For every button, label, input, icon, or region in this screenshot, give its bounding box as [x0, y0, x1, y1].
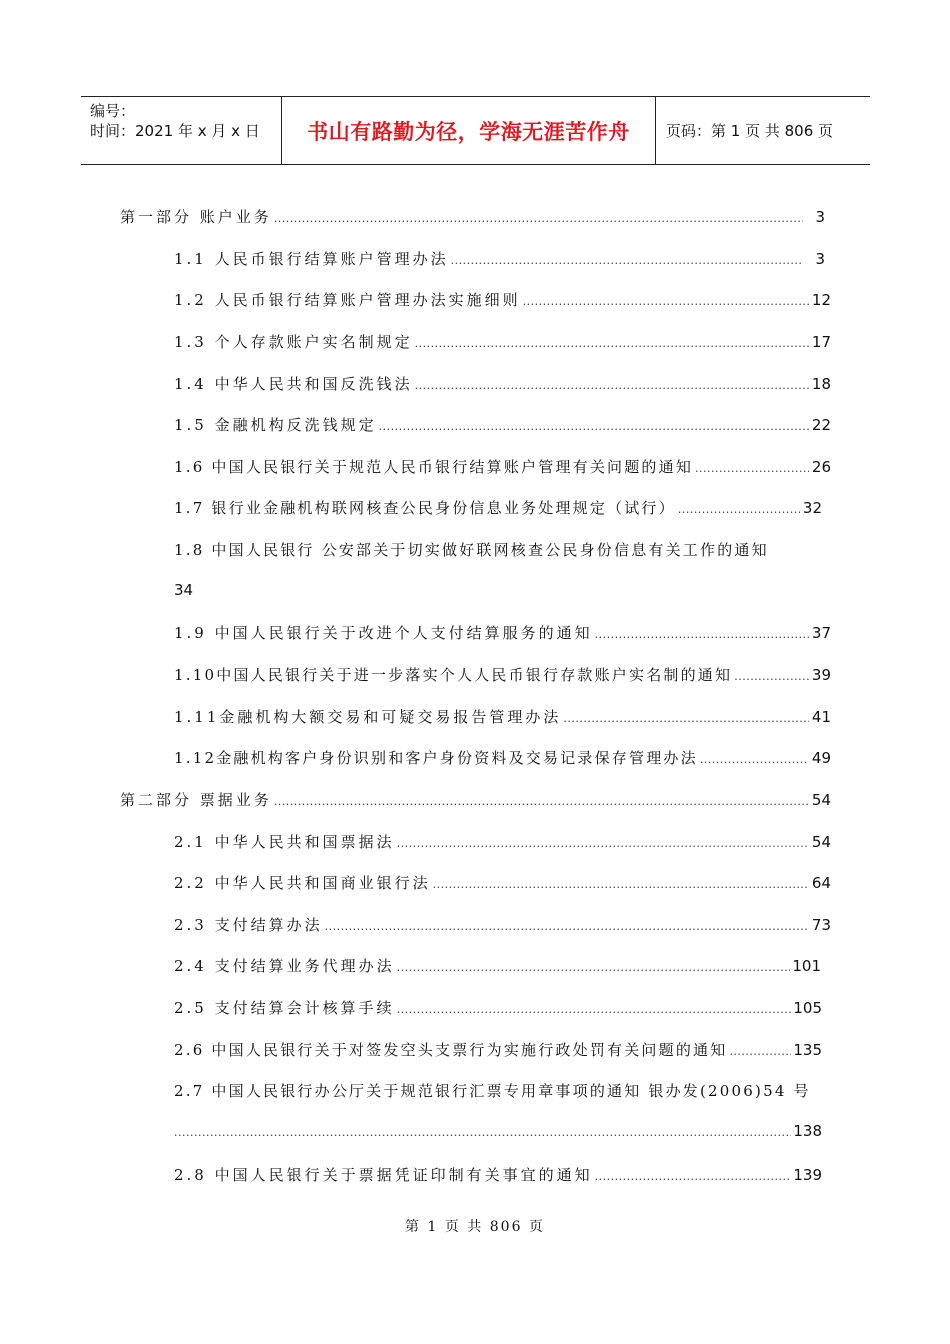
toc-leader [274, 208, 803, 226]
toc-leader [695, 458, 809, 476]
toc-entry-page-wrapped: 34 [174, 581, 194, 599]
toc-entry[interactable] [174, 706, 831, 730]
toc-entry-page: 139 [793, 1166, 822, 1184]
toc-entry-title: 第一部分 账户业务 [120, 208, 272, 226]
toc-leader [397, 999, 792, 1017]
toc-entry[interactable] [174, 747, 831, 771]
toc-leader [174, 1122, 791, 1140]
toc-entry-page: 138 [793, 1122, 822, 1140]
page-footer: 第 1 页 共 806 页 [405, 1219, 545, 1235]
toc-entry[interactable] [174, 872, 831, 896]
toc-entry-page: 26 [811, 458, 831, 476]
toc-leader [274, 791, 809, 809]
document-header [81, 96, 870, 165]
toc-entry-title-wrapped[interactable]: 1.8 中国人民银行 公安部关于切实做好联网核查公民身份信息有关工作的通知 [174, 541, 769, 559]
toc-entry[interactable] [174, 331, 831, 355]
toc-entry[interactable] [174, 955, 821, 979]
toc-leader [734, 666, 809, 684]
toc-entry[interactable] [174, 289, 831, 313]
toc-entry-page: 54 [811, 833, 831, 851]
toc-entry[interactable] [174, 414, 831, 438]
toc-entry-page: 18 [811, 375, 831, 393]
toc-entry-page: 135 [793, 1041, 822, 1059]
toc-entry-page: 105 [793, 999, 822, 1017]
toc-leader [700, 749, 809, 767]
toc-entry-page: 3 [815, 250, 825, 268]
toc-entry-title: 2.4 支付结算业务代理办法 [174, 957, 395, 975]
toc-entry[interactable] [174, 1164, 822, 1188]
toc-leader [433, 874, 809, 892]
toc-leader [397, 833, 809, 851]
toc-entry[interactable] [174, 997, 822, 1021]
toc-entry[interactable] [174, 497, 822, 521]
toc-leader [563, 708, 809, 726]
toc-entry-page: 22 [811, 416, 831, 434]
toc-entry-title: 1.3 个人存款账户实名制规定 [174, 333, 413, 351]
toc-entry[interactable] [174, 831, 831, 855]
header-motto: 书山有路勤为径，学海无涯苦作舟 [281, 97, 656, 164]
toc-entry-title: 第二部分 票据业务 [120, 791, 272, 809]
toc-leader [595, 624, 809, 642]
toc-entry[interactable] [174, 914, 831, 938]
toc-entry-title: 2.6 中国人民银行关于对签发空头支票行为实施行政处罚有关问题的通知 [174, 1041, 728, 1059]
toc-entry[interactable] [174, 622, 831, 646]
toc-entry[interactable] [174, 1039, 822, 1063]
toc-entry-title: 1.9 中国人民银行关于改进个人支付结算服务的通知 [174, 624, 593, 642]
toc-entry-page: 3 [815, 208, 825, 226]
header-meta [81, 97, 281, 164]
toc-entry-page: 54 [811, 791, 831, 809]
doc-number-label: 编号： [90, 102, 136, 120]
toc-entry-title: 2.8 中国人民银行关于票据凭证印制有关事宜的通知 [174, 1166, 593, 1184]
doc-date: 时间：2021 年 x 月 x 日 [90, 122, 260, 140]
toc-entry[interactable] [174, 456, 831, 480]
toc-leader [325, 916, 809, 934]
toc-entry-title: 2.2 中华人民共和国商业银行法 [174, 874, 431, 892]
toc-entry-page: 41 [811, 708, 831, 726]
toc-entry-page: 37 [811, 624, 831, 642]
toc-entry-page: 39 [811, 666, 831, 684]
toc-leader [595, 1166, 792, 1184]
toc-entry-continuation [174, 1122, 822, 1146]
toc-entry-page: 17 [811, 333, 831, 351]
header-page-info: 页码：第 1 页 共 806 页 [666, 122, 834, 140]
toc-leader [729, 1041, 791, 1059]
toc-entry-page: 32 [802, 499, 822, 517]
toc-leader [415, 375, 809, 393]
toc-entry[interactable] [174, 664, 831, 688]
toc-entry-page: 101 [792, 957, 821, 975]
toc-entry[interactable] [120, 206, 825, 230]
toc-leader [523, 291, 809, 309]
toc-entry-title: 1.4 中华人民共和国反洗钱法 [174, 375, 413, 393]
toc-leader [397, 957, 791, 975]
toc-leader [415, 333, 809, 351]
toc-entry-title: 1.6 中国人民银行关于规范人民币银行结算账户管理有关问题的通知 [174, 458, 694, 476]
toc-entry-title: 2.3 支付结算办法 [174, 916, 323, 934]
toc-entry-title: 1.12金融机构客户身份识别和客户身份资料及交易记录保存管理办法 [174, 749, 698, 767]
toc-entry-title: 1.10中国人民银行关于进一步落实个人人民币银行存款账户实名制的通知 [174, 666, 733, 684]
toc-entry-title: 2.1 中华人民共和国票据法 [174, 833, 395, 851]
toc-entry-title: 1.7 银行业金融机构联网核查公民身份信息业务处理规定（试行） [174, 499, 676, 517]
toc-entry-title: 1.5 金融机构反洗钱规定 [174, 416, 377, 434]
toc-entry-title: 1.11金融机构大额交易和可疑交易报告管理办法 [174, 708, 562, 726]
toc-entry-page: 12 [811, 291, 831, 309]
toc-entry-title: 2.5 支付结算会计核算手续 [174, 999, 395, 1017]
toc-leader [451, 250, 803, 268]
toc-entry-title-wrapped[interactable]: 2.7 中国人民银行办公厅关于规范银行汇票专用章事项的通知 银办发(2006)54 号 [174, 1082, 811, 1100]
toc-entry-page: 49 [811, 749, 831, 767]
toc-leader [379, 416, 809, 434]
toc-entry[interactable] [120, 789, 831, 813]
toc-entry[interactable] [174, 373, 831, 397]
toc-entry-title: 1.2 人民币银行结算账户管理办法实施细则 [174, 291, 521, 309]
toc-entry-page: 64 [811, 874, 831, 892]
toc-leader [678, 499, 800, 517]
toc-entry-title: 1.1 人民币银行结算账户管理办法 [174, 250, 449, 268]
toc-entry[interactable] [174, 248, 825, 272]
toc-entry-page: 73 [811, 916, 831, 934]
